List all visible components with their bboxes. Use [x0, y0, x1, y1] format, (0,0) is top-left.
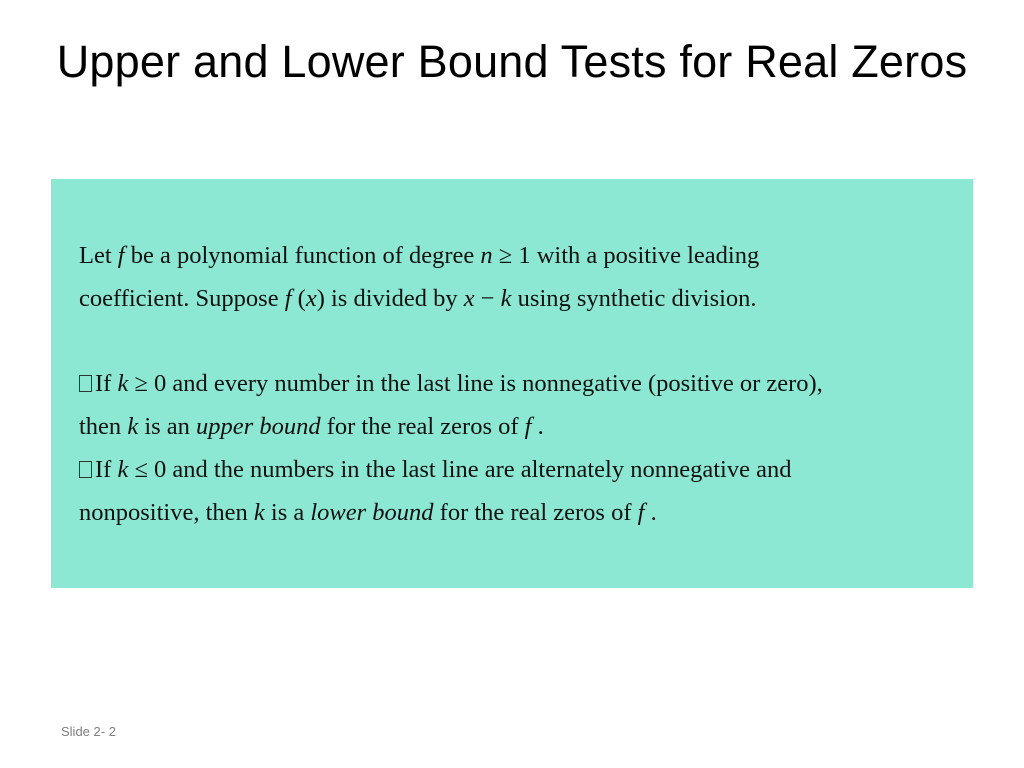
text-segment: ≤ 0 and the numbers in the last line are alternately nonnegative and	[128, 456, 792, 483]
intro-line-1	[79, 234, 959, 277]
text-segment: is an	[138, 413, 197, 440]
lower-bound-line-1	[79, 448, 959, 491]
math-f: f	[284, 285, 292, 312]
text-segment: using synthetic division.	[511, 285, 757, 312]
upper-bound-line-1	[79, 362, 959, 405]
text-segment: is a	[264, 499, 311, 526]
text-segment: nonpositive, then	[79, 499, 254, 526]
text-segment: If	[95, 456, 118, 483]
text-segment: Let	[79, 242, 118, 269]
text-segment: coefficient. Suppose	[79, 285, 285, 312]
text-segment: for the real zeros of	[433, 499, 638, 526]
math-k: k	[500, 285, 512, 312]
slide-title: Upper and Lower Bound Tests for Real Zeros	[56, 36, 968, 87]
math-x: x	[305, 285, 317, 312]
math-k: k	[117, 370, 129, 397]
text-segment: for the real zeros of	[320, 413, 525, 440]
theorem-box	[51, 179, 973, 588]
text-segment: .	[644, 499, 657, 526]
math-k: k	[253, 499, 265, 526]
math-f: f	[117, 242, 125, 269]
bullet-icon	[79, 461, 92, 478]
text-segment: −	[474, 285, 501, 312]
upper-bound-line-2	[79, 405, 959, 448]
text-segment: (	[291, 285, 306, 312]
text-segment: be a polynomial function of degree	[124, 242, 481, 269]
text-segment: ≥ 1 with a positive leading	[492, 242, 760, 269]
theorem-text	[79, 234, 959, 534]
math-k: k	[117, 456, 129, 483]
upper-bound-term: upper bound	[196, 413, 321, 440]
text-segment: ≥ 0 and every number in the last line is nonnegative (positive or zero),	[128, 370, 823, 397]
text-segment: then	[79, 413, 128, 440]
text-segment: )	[316, 285, 325, 312]
math-f: f	[637, 499, 645, 526]
math-f: f	[524, 413, 532, 440]
intro-line-2	[79, 277, 959, 320]
math-x: x	[463, 285, 475, 312]
text-segment: If	[95, 370, 118, 397]
math-n: n	[480, 242, 493, 269]
lower-bound-line-2	[79, 491, 959, 534]
lower-bound-term: lower bound	[310, 499, 434, 526]
text-segment: .	[531, 413, 544, 440]
paragraph-gap	[79, 320, 959, 362]
bullet-icon	[79, 375, 92, 392]
math-k: k	[127, 413, 139, 440]
slide-number: Slide 2- 2	[61, 724, 116, 739]
text-segment: is divided by	[324, 285, 464, 312]
